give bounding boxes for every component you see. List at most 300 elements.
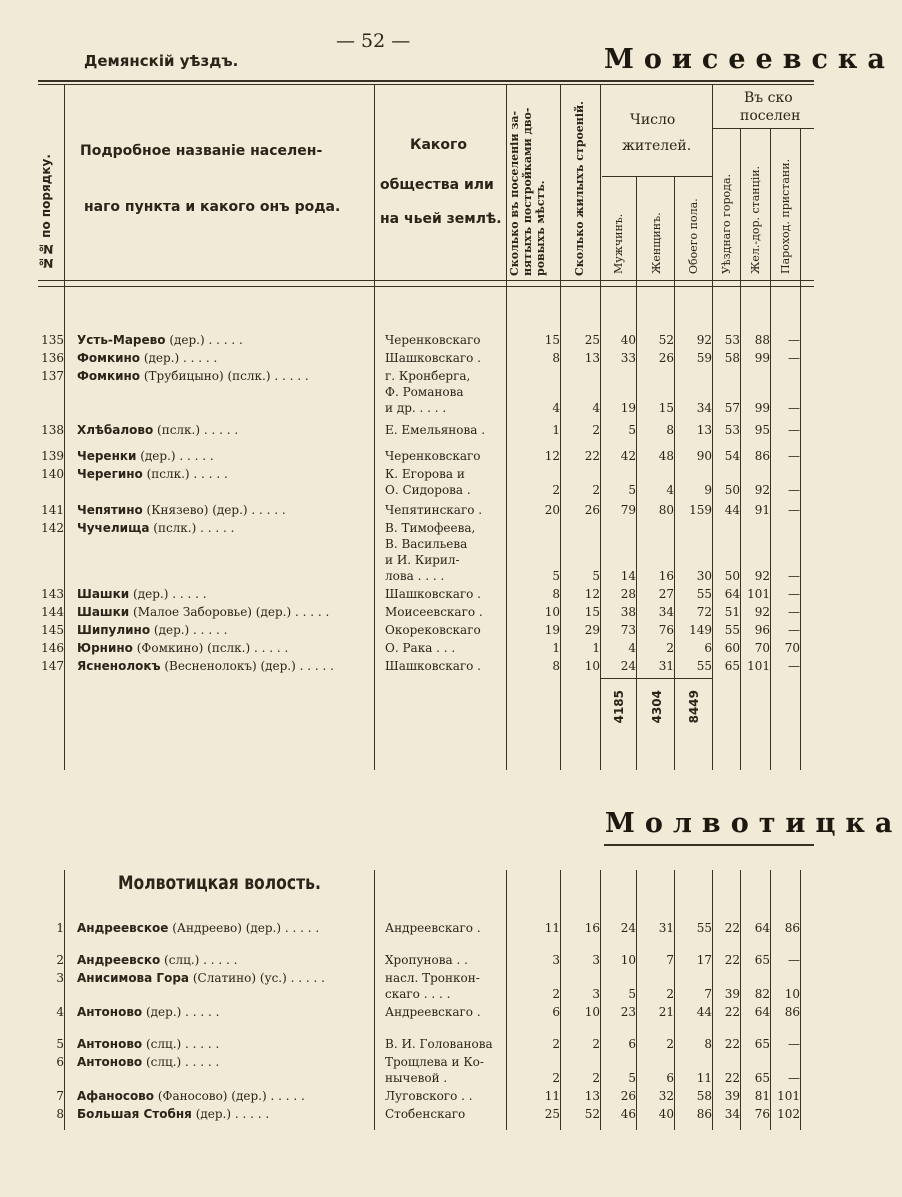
row-value: 91: [754, 503, 770, 517]
row-value: 1: [552, 641, 560, 655]
row-value: 10: [784, 987, 800, 1001]
row-value: 32: [658, 1089, 674, 1103]
place-type: (слц.) . . . . .: [142, 1037, 220, 1051]
row-value: —: [788, 953, 800, 967]
row-value: 15: [658, 401, 674, 415]
row-value: 3: [592, 953, 600, 967]
col-rail-header: Жел.-дор. станціи.: [749, 165, 762, 274]
row-value: 50: [724, 483, 740, 497]
row-value: 19: [544, 623, 560, 637]
col-dist-header-1: Въ ско: [744, 90, 793, 106]
row-value: 3: [552, 953, 560, 967]
row-value: 55: [724, 623, 740, 637]
place-type: (слц.) . . . . .: [160, 953, 238, 967]
table-row: [0, 1004, 814, 1020]
row-value: 5: [628, 423, 636, 437]
total-both: 8449: [687, 690, 701, 724]
row-value: 38: [620, 605, 636, 619]
community-line: К. Егорова и: [385, 467, 465, 481]
row-value: 2: [666, 641, 674, 655]
community-line: Трощлева и Ко-: [385, 1055, 484, 1069]
row-value: 58: [696, 1089, 712, 1103]
place-type: (слц.) . . . . .: [142, 1055, 220, 1069]
table-row: [0, 586, 814, 602]
row-value: 1: [592, 641, 600, 655]
row-number: 144: [41, 605, 64, 619]
col-f-header: Женщинъ.: [650, 212, 663, 274]
row-value: 86: [784, 1005, 800, 1019]
place-name: [77, 466, 228, 482]
row-value: 31: [658, 921, 674, 935]
row-value: 101: [747, 587, 770, 601]
community-line: В. Васильева: [385, 537, 468, 551]
row-value: 53: [724, 333, 740, 347]
community-line: Окорековскаго: [385, 623, 481, 637]
row-value: 82: [754, 987, 770, 1001]
row-value: 7: [666, 953, 674, 967]
col-dist-header-2: поселен: [740, 108, 801, 124]
row-value: 81: [754, 1089, 770, 1103]
row-value: 4: [592, 401, 600, 415]
row-number: 4: [56, 1005, 64, 1019]
place-name: [77, 604, 329, 620]
row-value: 95: [754, 423, 770, 437]
row-value: 40: [620, 333, 636, 347]
volost-title-top: Моисеевска: [604, 44, 895, 75]
community-line: Андреевскаго .: [385, 1005, 481, 1019]
col-zhil-header: Сколько жилыхъ строеній.: [573, 100, 586, 276]
community-line: Черенковскаго: [385, 449, 481, 463]
place-name-main: Шашки: [77, 587, 130, 601]
header-bottom-rule: [38, 280, 814, 281]
row-value: 2: [592, 1037, 600, 1051]
row-value: 92: [754, 569, 770, 583]
community-line: г. Кронберга,: [385, 369, 471, 383]
row-value: —: [788, 569, 800, 583]
row-value: 65: [754, 1037, 770, 1051]
row-value: 26: [620, 1089, 636, 1103]
place-name: [77, 640, 288, 656]
community-line: Луговского . .: [385, 1089, 473, 1103]
row-value: —: [788, 503, 800, 517]
place-name: [77, 368, 309, 384]
community-line: лова . . . .: [385, 569, 445, 583]
row-value: 99: [754, 401, 770, 415]
row-value: 48: [658, 449, 674, 463]
row-value: 88: [754, 333, 770, 347]
row-value: 44: [724, 503, 740, 517]
row-value: 92: [754, 605, 770, 619]
row-value: 2: [552, 1037, 560, 1051]
place-type: (дер.) . . . . .: [191, 1107, 270, 1121]
row-value: 12: [584, 587, 600, 601]
table-top-rule: [38, 80, 814, 82]
community-line: В. Тимофеева,: [385, 521, 476, 535]
row-value: 22: [724, 1037, 740, 1051]
row-value: 25: [544, 1107, 560, 1121]
row-value: 52: [658, 333, 674, 347]
table-row: [0, 520, 814, 584]
row-value: 16: [584, 921, 600, 935]
place-name-main: Фомкино: [77, 351, 141, 365]
row-value: 4: [552, 401, 560, 415]
table-row: [0, 1088, 814, 1104]
col-both-header: Обоего пола.: [687, 198, 700, 274]
row-value: 24: [620, 659, 636, 673]
row-value: 16: [658, 569, 674, 583]
row-value: 53: [724, 423, 740, 437]
row-value: 11: [696, 1071, 712, 1085]
place-name-main: Усть-Марево: [77, 333, 166, 347]
place-type: (дер.) . . . . .: [129, 587, 207, 601]
row-value: 5: [628, 483, 636, 497]
row-value: 101: [747, 659, 770, 673]
row-number: 139: [41, 449, 64, 463]
place-name: [77, 1004, 219, 1020]
place-name: [77, 920, 319, 936]
row-number: 136: [41, 351, 64, 365]
community-line: Шашковскаго .: [385, 659, 481, 673]
row-value: 159: [689, 503, 712, 517]
row-value: 5: [552, 569, 560, 583]
row-number: 145: [41, 623, 64, 637]
community-line: Моисеевскаго .: [385, 605, 483, 619]
place-name-main: Андреевское: [77, 921, 169, 935]
row-number: 140: [41, 467, 64, 481]
place-type: (дер.) . . . . .: [136, 449, 214, 463]
row-value: 8: [552, 351, 560, 365]
row-value: —: [788, 483, 800, 497]
community-line: Шашковскаго .: [385, 351, 481, 365]
row-value: 10: [584, 659, 600, 673]
row-number: 147: [41, 659, 64, 673]
place-name-main: Большая Стобня: [77, 1107, 192, 1121]
row-value: —: [788, 351, 800, 365]
row-value: 5: [628, 987, 636, 1001]
place-name: [77, 520, 234, 536]
row-value: 80: [658, 503, 674, 517]
row-value: 6: [704, 641, 712, 655]
row-value: 13: [696, 423, 712, 437]
col-comm-header-1: Какого: [410, 137, 467, 153]
row-value: 101: [777, 1089, 800, 1103]
col-m-header: Мужчинъ.: [612, 213, 625, 274]
place-type: (Фаносово) (дер.) . . . . .: [154, 1089, 305, 1103]
place-type: (пслк.) . . . . .: [142, 467, 228, 481]
col-name-header-1: Подробное названіе населен-: [80, 143, 323, 159]
row-number: 3: [56, 971, 64, 985]
row-value: 86: [696, 1107, 712, 1121]
table-row: [0, 350, 814, 366]
dist-sub-rule: [712, 128, 814, 129]
row-number: 2: [56, 953, 64, 967]
row-value: 40: [658, 1107, 674, 1121]
table-row: [0, 448, 814, 464]
row-value: 34: [696, 401, 712, 415]
col-pier-header: Пароход. пристани.: [779, 158, 792, 274]
row-value: 44: [696, 1005, 712, 1019]
row-value: 2: [552, 483, 560, 497]
row-value: 99: [754, 351, 770, 365]
community-line: Хропунова . .: [385, 953, 468, 967]
row-value: 22: [724, 1071, 740, 1085]
table-row: [0, 920, 814, 936]
row-value: 55: [696, 659, 712, 673]
row-value: 50: [724, 569, 740, 583]
table-row: [0, 640, 814, 656]
place-name-main: Антоново: [77, 1005, 143, 1019]
row-value: 55: [696, 587, 712, 601]
row-value: —: [788, 333, 800, 347]
place-name-main: Чучелища: [77, 521, 150, 535]
row-value: 5: [592, 569, 600, 583]
row-value: 96: [754, 623, 770, 637]
row-value: 12: [544, 449, 560, 463]
row-value: 3: [592, 987, 600, 1001]
row-number: 138: [41, 423, 64, 437]
community-line: Шашковскаго .: [385, 587, 481, 601]
place-name-main: Юрнино: [77, 641, 133, 655]
table-row: [0, 332, 814, 348]
row-value: 54: [724, 449, 740, 463]
row-value: 8: [704, 1037, 712, 1051]
row-value: 17: [696, 953, 712, 967]
row-value: 51: [724, 605, 740, 619]
table-row: [0, 1054, 814, 1086]
place-type: (Князево) (дер.) . . . . .: [142, 503, 286, 517]
row-value: 21: [658, 1005, 674, 1019]
row-value: 64: [754, 921, 770, 935]
table-top-rule-2: [38, 84, 814, 85]
row-value: 42: [620, 449, 636, 463]
row-value: 6: [628, 1037, 636, 1051]
place-type: (Весненолокъ) (дер.) . . . . .: [160, 659, 334, 673]
table-row: [0, 422, 814, 438]
table-row: [0, 622, 814, 638]
row-value: 86: [754, 449, 770, 463]
community-line: Андреевскаго .: [385, 921, 481, 935]
row-number: 6: [56, 1055, 64, 1069]
row-value: 26: [584, 503, 600, 517]
place-name: [77, 1036, 219, 1052]
row-value: 22: [724, 921, 740, 935]
row-value: 24: [620, 921, 636, 935]
community-line: В. И. Голованова: [385, 1037, 493, 1051]
place-name: [77, 658, 334, 674]
row-value: —: [788, 623, 800, 637]
row-number: 8: [56, 1107, 64, 1121]
place-name-main: Черенки: [77, 449, 137, 463]
place-name-main: Хлѣбалово: [77, 423, 154, 437]
place-name: [77, 350, 217, 366]
row-value: —: [788, 423, 800, 437]
community-line: Черенковскаго: [385, 333, 481, 347]
place-name-main: Черегино: [77, 467, 143, 481]
place-name-main: Антоново: [77, 1055, 143, 1069]
row-value: 13: [584, 1089, 600, 1103]
place-type: (Слатино) (ус.) . . . . .: [189, 971, 325, 985]
community-line: Ф. Романова: [385, 385, 464, 399]
row-value: 26: [658, 351, 674, 365]
row-number: 143: [41, 587, 64, 601]
place-name-main: Афаносово: [77, 1089, 155, 1103]
place-type: (дер.) . . . . .: [165, 333, 243, 347]
row-value: 70: [754, 641, 770, 655]
row-value: 8: [552, 587, 560, 601]
place-name-main: Анисимова Гора: [77, 971, 190, 985]
row-value: 10: [584, 1005, 600, 1019]
row-value: 6: [552, 1005, 560, 1019]
row-value: 22: [724, 953, 740, 967]
place-type: (Малое Заборовье) (дер.) . . . . .: [129, 605, 330, 619]
row-value: 5: [628, 1071, 636, 1085]
row-value: 58: [724, 351, 740, 365]
community-line: скаго . . . .: [385, 987, 451, 1001]
row-value: 65: [754, 953, 770, 967]
row-number: 141: [41, 503, 64, 517]
row-number: 5: [56, 1037, 64, 1051]
row-value: 64: [724, 587, 740, 601]
place-name-main: Шипулино: [77, 623, 151, 637]
place-name: [77, 622, 227, 638]
col-dvor-header: Сколько въ поселеніи за-нятыхъ постройками дво-ровыхъ мѣстъ.: [508, 107, 547, 276]
row-value: 34: [724, 1107, 740, 1121]
row-value: 14: [620, 569, 636, 583]
place-type: (пслк.) . . . . .: [153, 423, 239, 437]
row-number: 135: [41, 333, 64, 347]
row-value: 2: [592, 423, 600, 437]
row-value: —: [788, 449, 800, 463]
row-value: 10: [620, 953, 636, 967]
row-number: 142: [41, 521, 64, 535]
row-value: 57: [724, 401, 740, 415]
row-value: 60: [724, 641, 740, 655]
row-value: 29: [584, 623, 600, 637]
total-men: 4185: [612, 690, 626, 724]
place-name-main: Чепятино: [77, 503, 143, 517]
community-line: нычевой .: [385, 1071, 448, 1085]
community-line: О. Сидорова .: [385, 483, 471, 497]
table-row: [0, 604, 814, 620]
row-value: —: [788, 605, 800, 619]
place-name: [77, 448, 214, 464]
place-type: (Фомкино) (пслк.) . . . . .: [132, 641, 289, 655]
place-name: [77, 970, 325, 986]
community-line: насл. Тронкон-: [385, 971, 480, 985]
row-value: 19: [620, 401, 636, 415]
community-line: Е. Емельянова .: [385, 423, 486, 437]
community-line: Стобенскаго: [385, 1107, 466, 1121]
row-value: 39: [724, 1089, 740, 1103]
table-row: [0, 368, 814, 416]
row-value: 27: [658, 587, 674, 601]
row-value: 92: [696, 333, 712, 347]
row-value: 6: [666, 1071, 674, 1085]
row-value: 70: [784, 641, 800, 655]
row-value: 76: [754, 1107, 770, 1121]
row-value: 8: [552, 659, 560, 673]
table-row: [0, 1036, 814, 1052]
row-value: 4: [666, 483, 674, 497]
row-value: 92: [754, 483, 770, 497]
page-number: — 52 —: [336, 30, 411, 52]
row-value: 9: [704, 483, 712, 497]
table-row: [0, 502, 814, 518]
row-value: 13: [584, 351, 600, 365]
row-value: 11: [544, 921, 560, 935]
mid-title-rule: [604, 844, 814, 846]
place-name: [77, 1054, 219, 1070]
place-name: [77, 1088, 305, 1104]
col-no-header: №№ по порядку.: [39, 154, 53, 270]
totals-rule: [600, 678, 712, 679]
community-line: и др. . . . .: [385, 401, 447, 415]
place-name: [77, 422, 238, 438]
row-value: 31: [658, 659, 674, 673]
place-name-main: Антоново: [77, 1037, 143, 1051]
row-value: 2: [592, 483, 600, 497]
row-value: 34: [658, 605, 674, 619]
row-value: —: [788, 401, 800, 415]
table-row: [0, 1106, 814, 1122]
row-number: 7: [56, 1089, 64, 1103]
row-value: 2: [666, 987, 674, 1001]
col-name-header-2: наго пункта и какого онъ рода.: [84, 199, 341, 215]
row-value: 2: [552, 987, 560, 1001]
row-value: 7: [704, 987, 712, 1001]
row-value: 15: [584, 605, 600, 619]
row-value: 4: [628, 641, 636, 655]
place-type: (дер.) . . . . .: [140, 351, 218, 365]
row-value: 28: [620, 587, 636, 601]
place-name: [77, 1106, 269, 1122]
place-name-main: Фомкино: [77, 369, 141, 383]
place-name: [77, 502, 286, 518]
row-value: 55: [696, 921, 712, 935]
row-value: 72: [696, 605, 712, 619]
place-type: (Андреево) (дер.) . . . . .: [168, 921, 320, 935]
row-value: 2: [666, 1037, 674, 1051]
row-value: 102: [777, 1107, 800, 1121]
community-line: и И. Кирил-: [385, 553, 460, 567]
row-value: 65: [724, 659, 740, 673]
community-line: О. Рака . . .: [385, 641, 456, 655]
row-value: 64: [754, 1005, 770, 1019]
community-line: Чепятинскаго .: [385, 503, 483, 517]
row-value: 20: [544, 503, 560, 517]
row-value: 10: [544, 605, 560, 619]
row-value: 86: [784, 921, 800, 935]
place-name-main: Шашки: [77, 605, 130, 619]
row-value: 30: [696, 569, 712, 583]
col-city-header: Уѣзднаго города.: [720, 173, 733, 274]
table-row: [0, 658, 814, 674]
place-name-main: Андреевско: [77, 953, 161, 967]
row-number: 137: [41, 369, 64, 383]
row-value: 11: [544, 1089, 560, 1103]
row-value: —: [788, 1037, 800, 1051]
pop-sub-rule: [602, 176, 712, 177]
row-value: 149: [689, 623, 712, 637]
row-value: 25: [584, 333, 600, 347]
place-name: [77, 952, 237, 968]
row-value: —: [788, 659, 800, 673]
table-row: [0, 970, 814, 1002]
header-bottom-rule-2: [38, 286, 814, 287]
row-value: 73: [620, 623, 636, 637]
place-name-main: Ясненолокъ: [77, 659, 161, 673]
col-comm-header-2: общества или: [380, 177, 494, 193]
